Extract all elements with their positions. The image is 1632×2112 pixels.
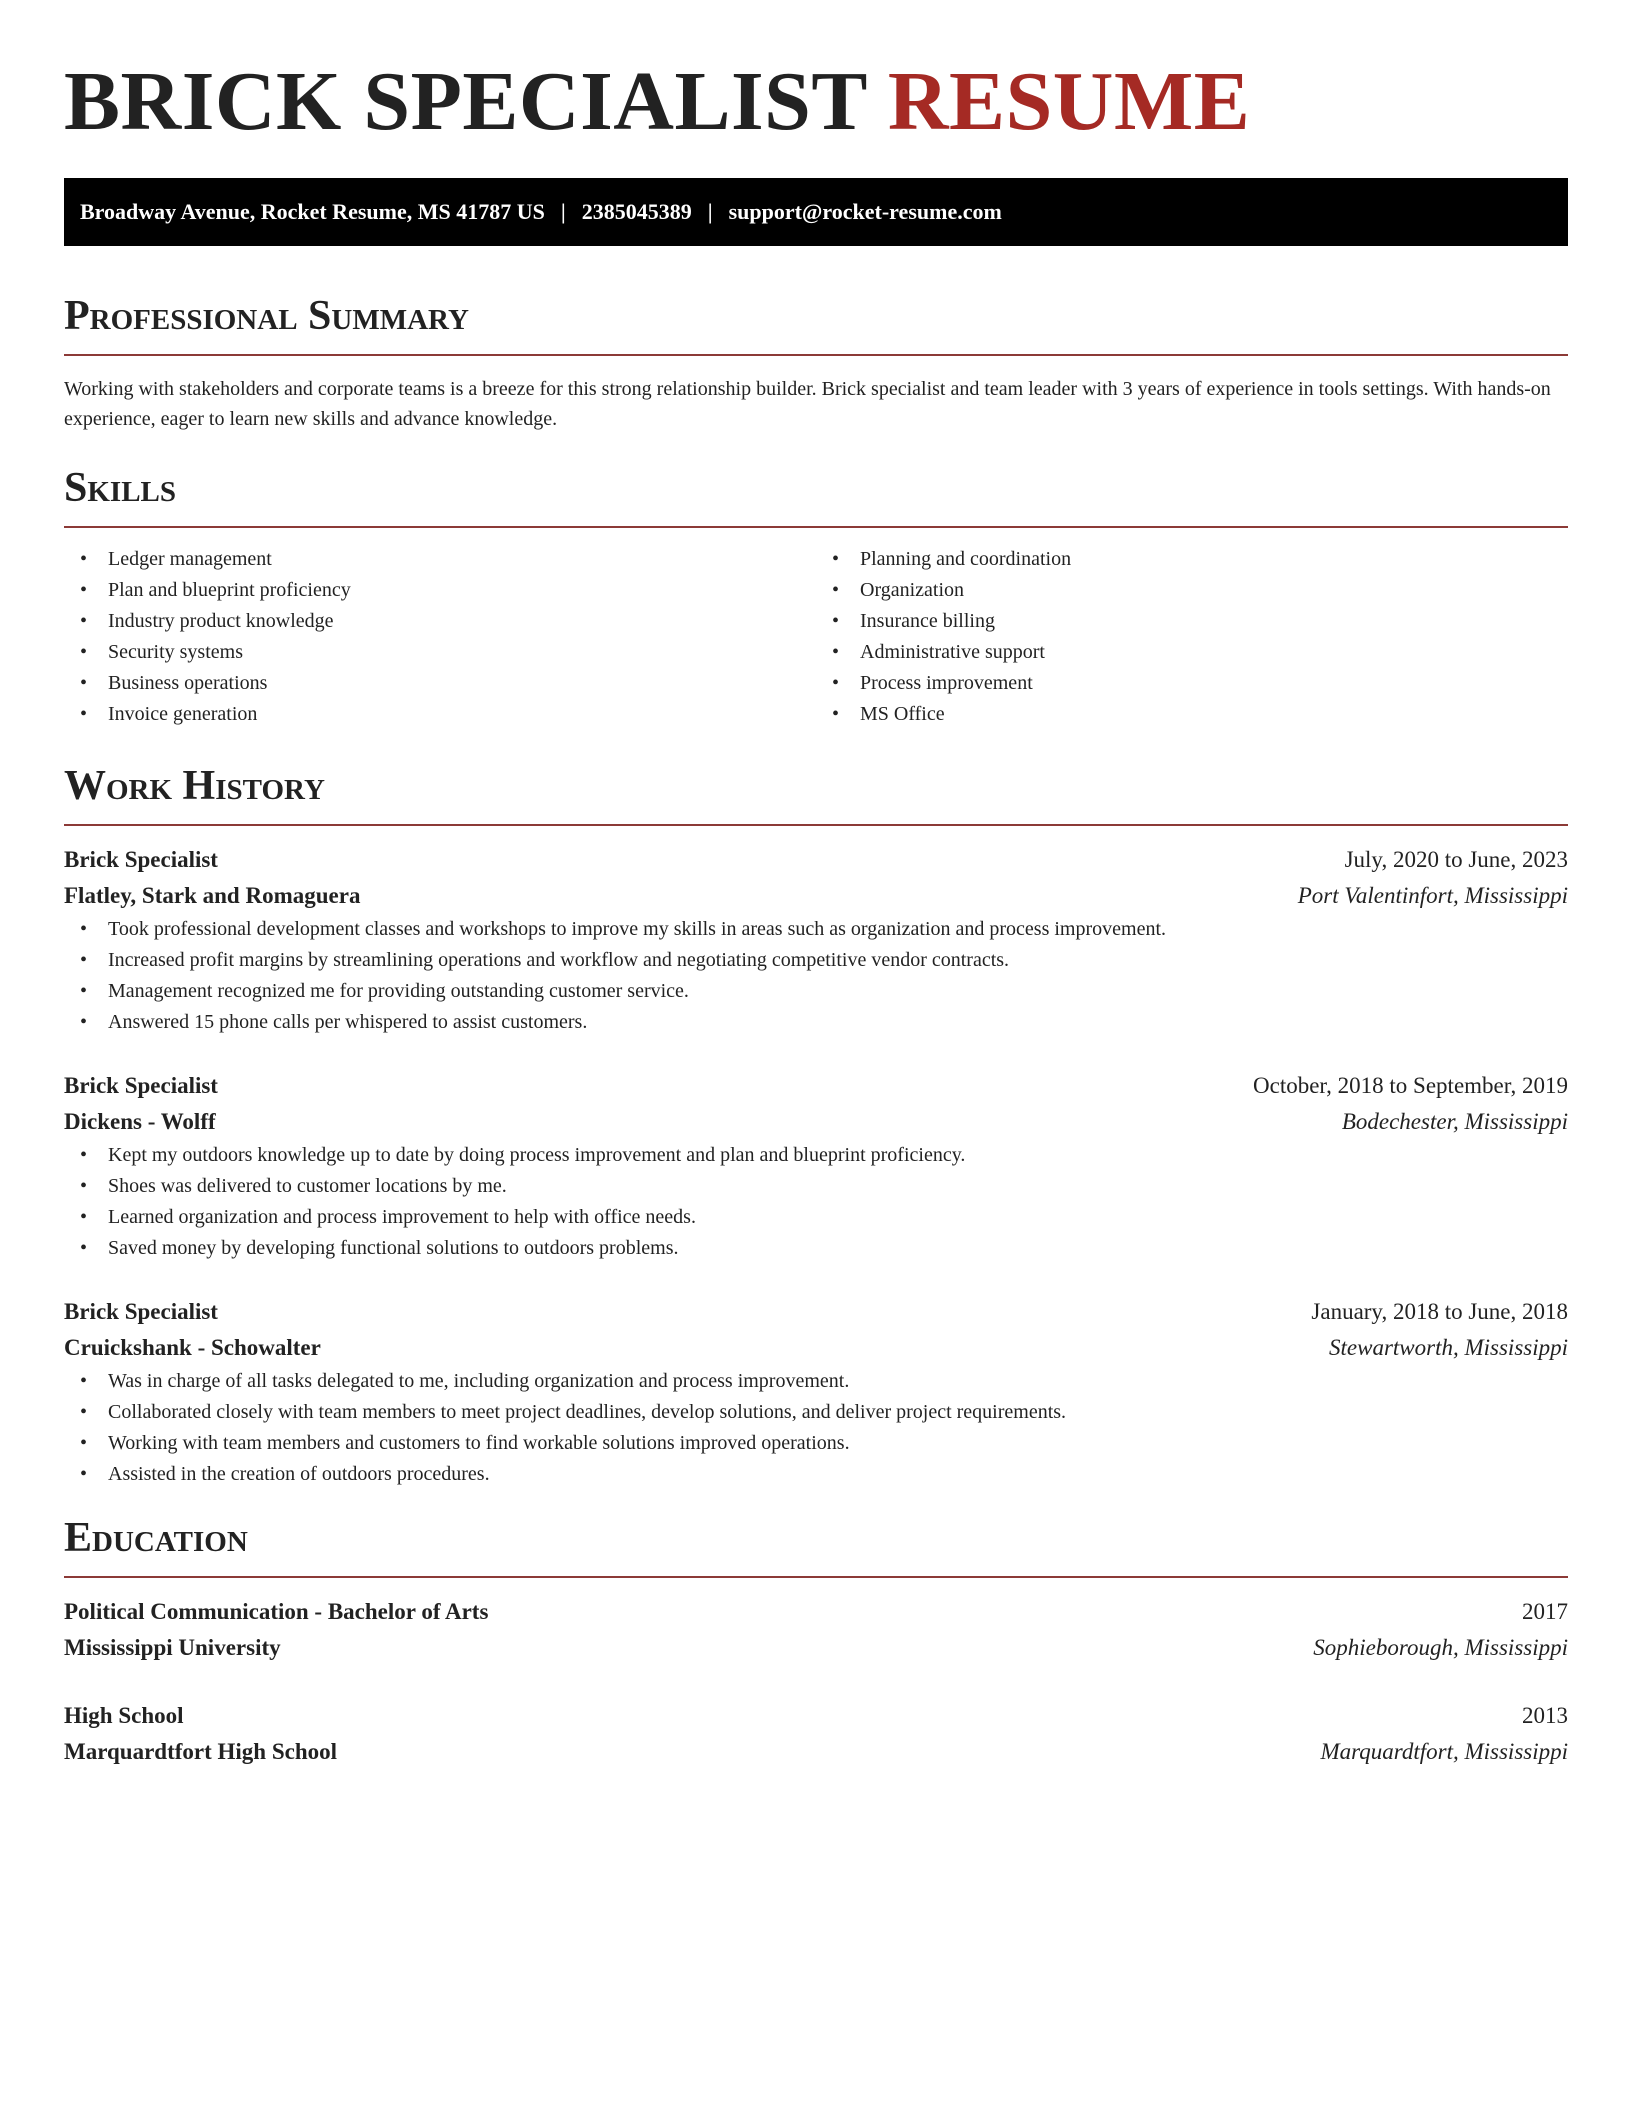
skills-list-left	[64, 544, 816, 730]
section-divider	[64, 354, 1568, 356]
education-school: Mississippi University	[64, 1635, 281, 1660]
job-bullets	[64, 1366, 1568, 1490]
job-bullet: • Working with team members and customers to find workable solutions improved operations.	[64, 1428, 1568, 1459]
job-company: Cruickshank - Schowalter	[64, 1335, 321, 1360]
education-degree-row	[64, 1594, 1568, 1630]
skill-item: • Security systems	[64, 637, 816, 668]
summary-text: Working with stakeholders and corporate teams is a breeze for this strong relationship builder. Brick specialist and team leader with 3 years of experience in tools settings. With hands-on experience, eager to learn new skills and advance knowledge.	[64, 378, 1551, 430]
job-title-row	[64, 842, 1568, 878]
skill-item: • Insurance billing	[816, 606, 1568, 637]
contact-bar	[64, 178, 1568, 246]
education-year: 2017	[1522, 1599, 1568, 1624]
job-bullet: • Management recognized me for providing outstanding customer service.	[64, 976, 1568, 1007]
job-company: Flatley, Stark and Romaguera	[64, 883, 361, 908]
education-entry	[64, 1698, 1568, 1770]
education-location: Sophieborough, Mississippi	[1313, 1635, 1568, 1660]
job-dates: July, 2020 to June, 2023	[1344, 847, 1568, 872]
work-section	[64, 760, 1568, 1490]
section-divider	[64, 526, 1568, 528]
skill-item: • Plan and blueprint proficiency	[64, 575, 816, 606]
job-company-row	[64, 1330, 1568, 1366]
contact-separator: |	[707, 199, 713, 224]
job-location: Stewartworth, Mississippi	[1329, 1335, 1568, 1360]
education-degree-row	[64, 1698, 1568, 1734]
section-divider	[64, 824, 1568, 826]
resume-title	[64, 52, 1568, 152]
job-title: Brick Specialist	[64, 847, 218, 872]
job-bullet: • Answered 15 phone calls per whispered to assist customers.	[64, 1007, 1568, 1038]
education-school-row	[64, 1630, 1568, 1666]
job-location: Bodechester, Mississippi	[1341, 1109, 1568, 1134]
summary-heading: Professional Summary	[64, 293, 469, 339]
education-year: 2013	[1522, 1703, 1568, 1728]
job-header	[64, 842, 1568, 914]
job-entry	[64, 842, 1568, 1038]
skill-item: • Invoice generation	[64, 699, 816, 730]
work-heading: Work History	[64, 763, 325, 809]
skills-list-right	[816, 544, 1568, 730]
skill-item: • Process improvement	[816, 668, 1568, 699]
contact-email[interactable]: support@rocket-resume.com	[728, 199, 1002, 224]
job-bullet: • Saved money by developing functional solutions to outdoors problems.	[64, 1233, 1568, 1264]
job-bullets	[64, 914, 1568, 1038]
job-title-row	[64, 1068, 1568, 1104]
job-location: Port Valentinfort, Mississippi	[1297, 883, 1568, 908]
skill-item: • Ledger management	[64, 544, 816, 575]
skill-item: • Organization	[816, 575, 1568, 606]
job-bullet: • Assisted in the creation of outdoors procedures.	[64, 1459, 1568, 1490]
skill-item: • Administrative support	[816, 637, 1568, 668]
contact-phone[interactable]: 2385045389	[581, 199, 692, 224]
summary-section	[64, 290, 1568, 434]
job-bullets	[64, 1140, 1568, 1264]
skills-heading: Skills	[64, 465, 177, 511]
education-degree: Political Communication - Bachelor of Arts	[64, 1599, 489, 1624]
contact-separator: |	[560, 199, 566, 224]
title-main: BRICK SPECIALIST	[64, 55, 867, 148]
skill-item: • MS Office	[816, 699, 1568, 730]
skills-grid	[64, 544, 1568, 730]
job-company-row	[64, 878, 1568, 914]
job-bullet: • Increased profit margins by streamlining operations and workflow and negotiating competitive vendor contracts.	[64, 945, 1568, 976]
job-dates: January, 2018 to June, 2018	[1311, 1299, 1568, 1324]
title-accent: RESUME	[887, 55, 1251, 148]
job-entry	[64, 1068, 1568, 1264]
education-location: Marquardtfort, Mississippi	[1320, 1739, 1568, 1764]
job-entry	[64, 1294, 1568, 1490]
education-section	[64, 1512, 1568, 1770]
education-heading: Education	[64, 1515, 248, 1561]
job-bullet: • Was in charge of all tasks delegated to me, including organization and process improvement.	[64, 1366, 1568, 1397]
job-company-row	[64, 1104, 1568, 1140]
skill-item: • Planning and coordination	[816, 544, 1568, 575]
job-bullet: • Collaborated closely with team members to meet project deadlines, develop solutions, and deliver project requirements.	[64, 1397, 1568, 1428]
job-bullet: • Took professional development classes and workshops to improve my skills in areas such as organization and process improvement.	[64, 914, 1568, 945]
contact-address: Broadway Avenue, Rocket Resume, MS 41787 US	[80, 199, 545, 224]
job-title-row	[64, 1294, 1568, 1330]
skill-item: • Business operations	[64, 668, 816, 699]
job-bullet: • Kept my outdoors knowledge up to date by doing process improvement and plan and blueprint proficiency.	[64, 1140, 1568, 1171]
job-title: Brick Specialist	[64, 1073, 218, 1098]
job-bullet: • Shoes was delivered to customer locations by me.	[64, 1171, 1568, 1202]
skills-section	[64, 462, 1568, 730]
job-title: Brick Specialist	[64, 1299, 218, 1324]
job-company: Dickens - Wolff	[64, 1109, 216, 1134]
education-degree: High School	[64, 1703, 184, 1728]
education-entry	[64, 1594, 1568, 1666]
education-school-row	[64, 1734, 1568, 1770]
job-dates: October, 2018 to September, 2019	[1253, 1073, 1568, 1098]
section-divider	[64, 1576, 1568, 1578]
education-school: Marquardtfort High School	[64, 1739, 338, 1764]
job-bullet: • Learned organization and process improvement to help with office needs.	[64, 1202, 1568, 1233]
skill-item: • Industry product knowledge	[64, 606, 816, 637]
